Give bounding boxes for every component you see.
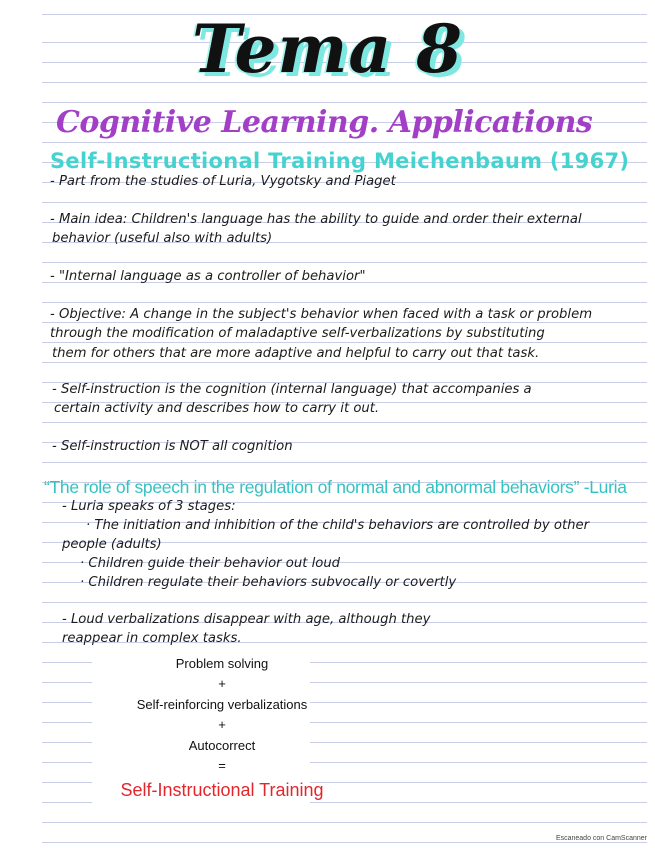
note-line: certain activity and describes how to carry it out.: [54, 401, 380, 416]
luria-stages-line: - Luria speaks of 3 stages:: [62, 499, 236, 514]
scanner-footer: Escaneado con CamScanner: [555, 835, 647, 842]
note-line: - Self-instruction is NOT all cognition: [52, 439, 293, 454]
note-line: - Objective: A change in the subject's behavior when faced with a task or problem: [50, 307, 593, 322]
note-line: - Part from the studies of Luria, Vygotsky and Piaget: [50, 174, 396, 189]
left-margin: [0, 0, 42, 848]
formula-result: Self-Instructional Training: [120, 780, 324, 800]
page-subtitle: Cognitive Learning. Applications: [56, 105, 593, 140]
note-line: - Self-instruction is the cognition (internal language) that accompanies a: [52, 382, 532, 397]
luria-stage-item: people (adults): [62, 537, 162, 552]
formula-plus: +: [218, 717, 226, 732]
formula-item: Problem solving: [175, 656, 269, 671]
note-line: through the modification of maladaptive self-verbalizations by substituting: [50, 326, 545, 341]
luria-stage-item: · The initiation and inhibition of the child's behaviors are controlled by other: [86, 518, 590, 533]
formula-item: Self-reinforcing verbalizations: [136, 697, 308, 712]
formula-box: [92, 648, 324, 808]
note-line: - "Internal language as a controller of behavior": [50, 269, 366, 284]
page-title: Tema 8: [191, 10, 464, 88]
note-line: - Main idea: Children's language has the ability to guide and order their external: [50, 212, 582, 227]
note-line: behavior (useful also with adults): [52, 231, 273, 246]
formula-item: Autocorrect: [188, 738, 256, 753]
verbalizations-line: reappear in complex tasks.: [62, 631, 242, 646]
right-margin: [647, 0, 655, 848]
luria-stage-item: · Children guide their behavior out loud: [80, 556, 341, 571]
formula-equals: =: [218, 758, 226, 773]
formula-plus: +: [218, 676, 226, 691]
verbalizations-line: - Loud verbalizations disappear with age, although they: [62, 612, 431, 627]
section-heading: Self-Instructional Training Meichenbaum (1967): [50, 149, 630, 173]
note-line: them for others that are more adaptive and helpful to carry out that task.: [52, 346, 540, 361]
luria-stage-item: · Children regulate their behaviors subvocally or covertly: [80, 575, 457, 590]
luria-quote: “The role of speech in the regulation of normal and abnormal behaviors” -Luria: [44, 477, 627, 497]
